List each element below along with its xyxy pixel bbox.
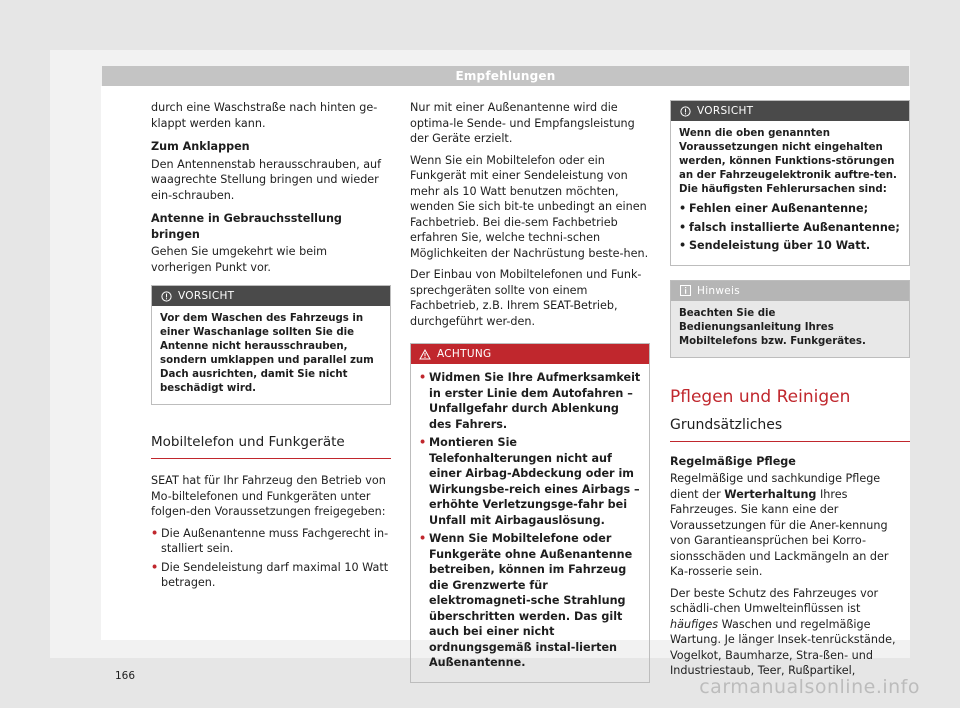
bullet-icon: •	[679, 220, 687, 234]
list-item: • Die Außenantenne muss Fachgerecht in-stalliert sein.	[151, 526, 389, 555]
bullet-icon: •	[419, 532, 427, 545]
paragraph: Der Einbau von Mobiltelefonen und Funk-sprechgeräten sollte von einem Fachbetrieb, z.B. Ihrem SEAT-Betrieb, durchgeführt wer-den.	[410, 268, 642, 328]
manual-page	[50, 50, 910, 682]
caution-text: Wenn die oben genannten Voraussetzungen nicht eingehalten werden, können Funktions-störungen an der Fahrzeugelektronik auftre-ten. Die häufigsten Fehlerursachen sind:	[679, 128, 897, 195]
warning-box	[410, 343, 650, 683]
note-label: Hinweis	[697, 284, 741, 297]
paragraph: Regelmäßige und sachkundige Pflege dient der Werterhaltung Ihres Fahrzeuges. Sie kann eine der Voraussetzungen für die Aner-kennung von Garantieansprüchen bei Korro-sionsschäden und Lackmängeln an der Ka-rosserie sein.	[670, 472, 889, 578]
note-box	[670, 280, 910, 358]
caution-box	[151, 285, 391, 405]
chapter-title: Pflegen und Reinigen	[670, 386, 851, 407]
caution-circle-icon	[679, 105, 691, 117]
paragraph: Wenn Sie ein Mobiltelefon oder ein Funkgerät mit einer Sendeleistung von mehr als 10 Watt benutzen möchten, wenden Sie sich bit-te unbedingt an einen Fachbetrieb. Bei die-sem Fachbetrieb erfahren Sie, welche techni-schen Möglichkeiten der Nachrüstung beste-hen.	[410, 153, 649, 260]
watermark: carmanualsonline.info	[699, 676, 920, 698]
bullet-icon: •	[419, 371, 427, 384]
bullet-icon: •	[679, 202, 687, 215]
warning-header	[411, 344, 649, 364]
info-icon	[679, 285, 691, 297]
subheading-gebrauchsstellung: Antenne in Gebrauchsstellung bringen	[151, 212, 342, 241]
caution-header	[671, 101, 909, 121]
warning-body	[411, 364, 649, 682]
caution-label: VORSICHT	[697, 105, 754, 117]
list-item: • Montieren Sie Telefonhalterungen nicht auf einer Airbag-Abdeckung oder im Wirkungsbe-reich eines Airbags – erhöhte Verletzungsge-fahr bei Unfall mit Airbagauslösung.	[419, 436, 640, 527]
paragraph: Der beste Schutz des Fahrzeuges vor schädli-chen Umwelteinflüssen ist häufiges Waschen und regelmäßige Wartung. Je länger Insek-tenrückstände, Vogelkot, Baumharze, Stra-ßen- und Industriestaub, Teer, Rußpartikel,	[670, 586, 896, 677]
note-text: Beachten Sie die Bedienungsanleitung Ihres Mobiltelefons bzw. Funkgerätes.	[679, 307, 866, 347]
column-2	[410, 100, 650, 683]
bullet-list	[151, 526, 391, 591]
subheading-anklappen: Zum Anklappen	[151, 140, 250, 153]
bullet-icon: •	[151, 560, 159, 574]
warning-triangle-icon	[419, 348, 431, 360]
warning-label: ACHTUNG	[437, 348, 492, 360]
list-item: • Widmen Sie Ihre Aufmerksamkeit in erster Linie dem Autofahren – Unfallgefahr durch Ablenkung des Fahrers.	[419, 371, 641, 431]
warning-list	[419, 370, 641, 671]
paragraph: Nur mit einer Außenantenne wird die optima-le Sende- und Empfangsleistung der Geräte erzielt.	[410, 101, 635, 145]
paragraph: Den Antennenstab herausschrauben, auf waagrechte Stellung bringen und wieder ein-schrauben.	[151, 157, 382, 202]
subheading-pflege: Regelmäßige Pflege	[670, 454, 796, 468]
list-item: • Die Sendeleistung darf maximal 10 Watt betragen.	[151, 560, 389, 589]
caution-body	[152, 306, 390, 404]
page-content	[101, 86, 910, 682]
caution-label: VORSICHT	[178, 290, 235, 302]
column-1	[151, 100, 391, 594]
caution-box	[670, 100, 910, 266]
note-body	[671, 301, 909, 357]
list-item: • Wenn Sie Mobiltelefone oder Funkgeräte ohne Außenantenne betreiben, können im Fahrzeug die Grenzwerte für elektromagneti-sche Strahlung überschritten werden. Das gilt auch bei einer nicht ordnungsgemäß instal-lierten Außenantenne.	[419, 532, 633, 669]
paragraph: Gehen Sie umgekehrt wie beim vorherigen Punkt vor.	[151, 245, 328, 274]
subchapter-title: Grundsätzliches	[670, 416, 910, 442]
caution-body	[671, 121, 909, 265]
bullet-icon: •	[679, 239, 687, 252]
list-item: • falsch installierte Außenantenne;	[679, 220, 900, 234]
paragraph: SEAT hat für Ihr Fahrzeug den Betrieb von Mo-biltelefonen und Funkgeräten unter folgen-den Voraussetzungen freigegeben:	[151, 474, 386, 518]
page-number: 166	[115, 670, 136, 682]
bullet-icon: •	[419, 436, 427, 449]
caution-text: Vor dem Waschen des Fahrzeugs in einer Waschanlage sollten Sie die Antenne nicht herausschrauben, sondern umklappen und parallel zum Dach ausrichten, damit Sie nicht beschädigt wird.	[160, 313, 374, 394]
section-title-mobiltelefon: Mobiltelefon und Funkgeräte	[151, 433, 391, 459]
note-header	[671, 281, 909, 301]
page-header: Empfehlungen	[102, 66, 909, 86]
list-item: • Fehlen einer Außenantenne;	[679, 202, 869, 215]
caution-list	[679, 201, 901, 254]
paragraph: durch eine Waschstraße nach hinten ge-klappt werden kann.	[151, 101, 378, 130]
caution-header	[152, 286, 390, 306]
list-item: • Sendeleistung über 10 Watt.	[679, 239, 871, 252]
caution-circle-icon	[160, 290, 172, 302]
column-3	[670, 100, 910, 685]
bullet-icon: •	[151, 526, 159, 540]
